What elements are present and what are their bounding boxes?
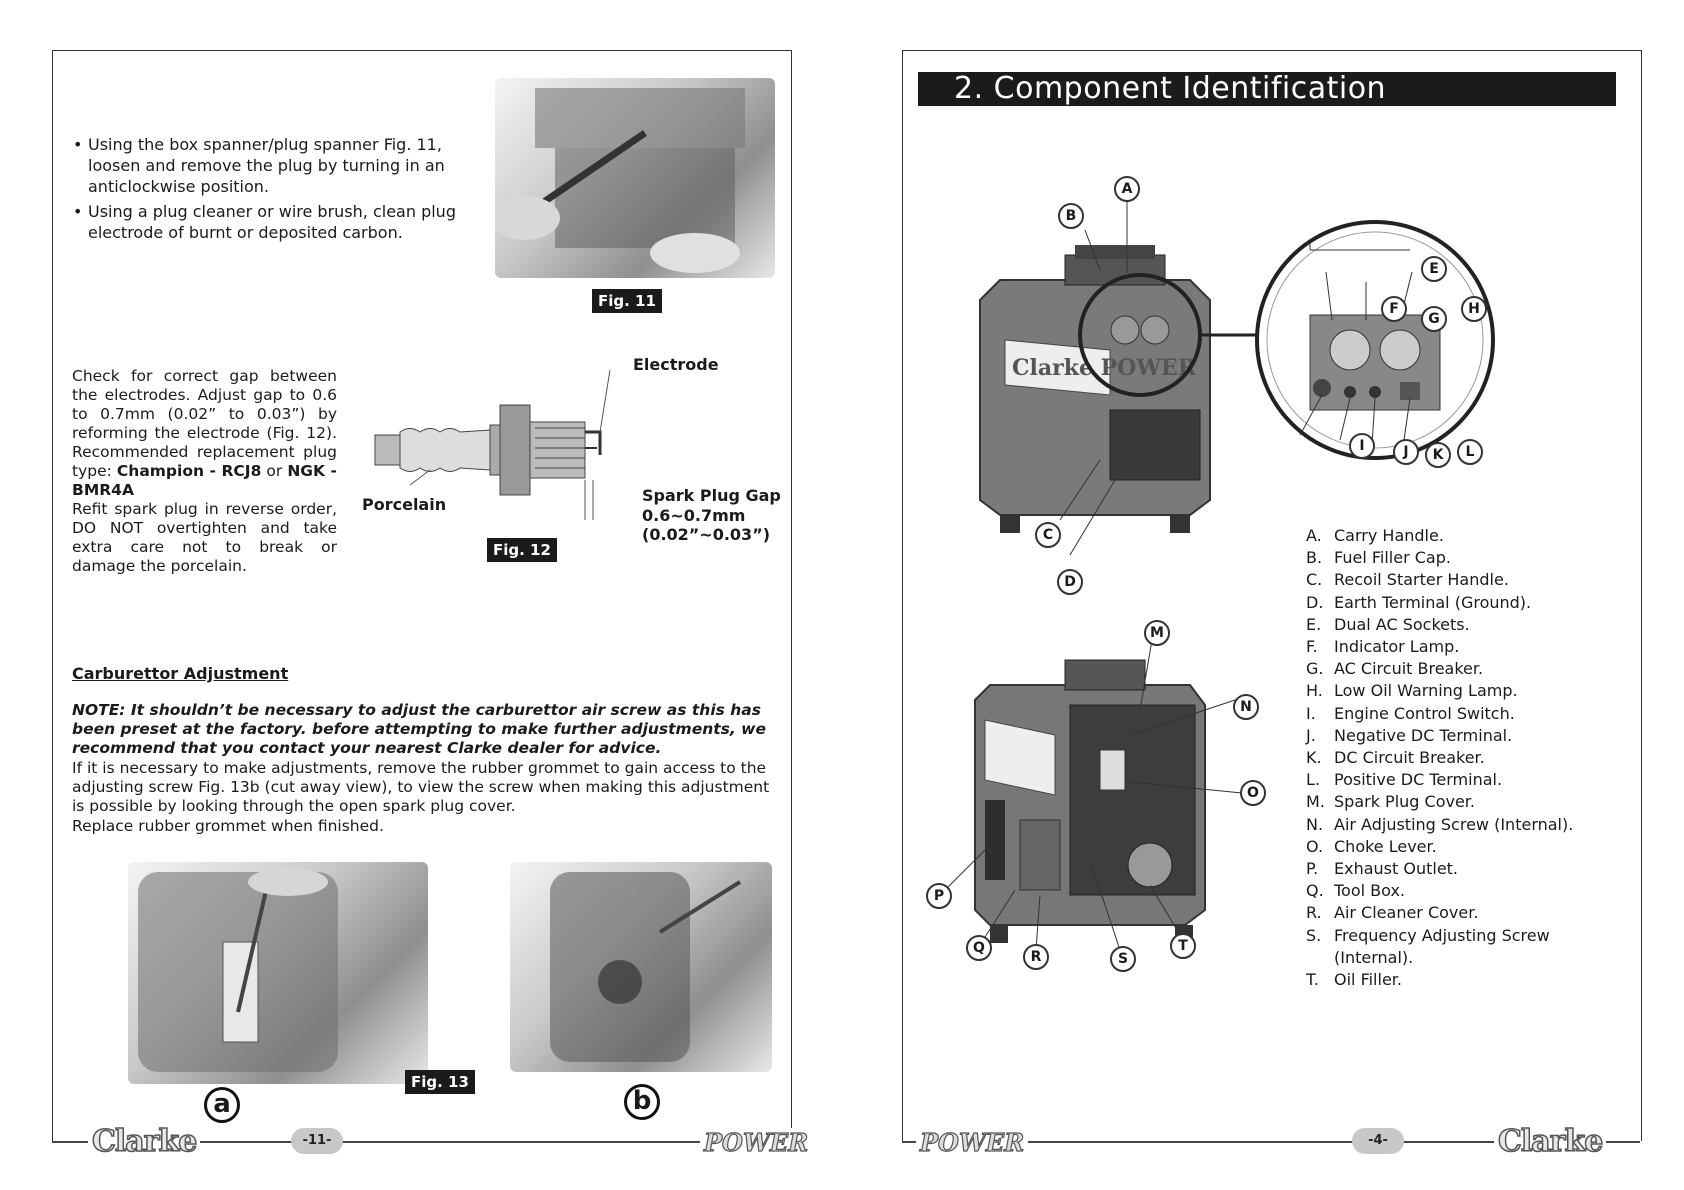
component-item: H. Low Oil Warning Lamp. xyxy=(1306,681,1518,701)
fig12-label: Fig. 12 xyxy=(487,538,557,562)
fig11-photo xyxy=(495,78,775,278)
section-title: 2. Component Identification xyxy=(918,72,1616,106)
callout-d: D xyxy=(1057,569,1083,595)
component-item: T. Oil Filler. xyxy=(1306,970,1402,990)
component-item: I. Engine Control Switch. xyxy=(1306,703,1515,723)
callout-a: A xyxy=(1114,176,1140,202)
callout-k: K xyxy=(1425,442,1451,468)
generator-rear-illustration xyxy=(930,620,1270,980)
fig13-label: Fig. 13 xyxy=(405,1070,475,1094)
component-item: L. Positive DC Terminal. xyxy=(1306,770,1503,790)
component-item: M. Spark Plug Cover. xyxy=(1306,792,1475,812)
electrode-label: Electrode xyxy=(633,355,719,374)
fig13-marker-a: a xyxy=(204,1087,240,1123)
callout-m: M xyxy=(1144,620,1170,646)
component-item: F. Indicator Lamp. xyxy=(1306,637,1460,657)
component-item: C. Recoil Starter Handle. xyxy=(1306,570,1509,590)
clarke-logo: Clarke xyxy=(1494,1124,1606,1159)
carburettor-replace: Replace rubber grommet when finished. xyxy=(72,817,384,835)
component-item: E. Dual AC Sockets. xyxy=(1306,614,1470,634)
component-item: B. Fuel Filler Cap. xyxy=(1306,548,1451,568)
fig13a-illustration xyxy=(128,862,428,1084)
plug-gap-instructions xyxy=(72,367,337,576)
callout-h: H xyxy=(1461,296,1487,322)
carburettor-instructions: If it is necessary to make adjustments, remove the rubber grommet to gain access to the adjusting screw Fig. 13b (cut away view), to view the screw when making this adjustment is possible by looking through the open spark plug cover. xyxy=(72,759,770,815)
component-item: O. Choke Lever. xyxy=(1306,836,1437,856)
callout-b: B xyxy=(1058,203,1084,229)
ngk-plug: NGK - BMR4A xyxy=(72,462,337,499)
fig13a-photo xyxy=(128,862,428,1084)
component-list xyxy=(1306,525,1606,991)
callout-c: C xyxy=(1035,522,1061,548)
bullet-dot: • xyxy=(73,135,83,154)
callout-q: Q xyxy=(966,935,992,961)
callout-f: F xyxy=(1381,296,1407,322)
gap-text-2: Refit spark plug in reverse order, DO NOT overtighten and take extra care not to break or damage the porcelain. xyxy=(72,500,337,575)
bullet-clean-plug xyxy=(73,201,488,243)
callout-j: J xyxy=(1393,439,1419,465)
component-item: S. Frequency Adjusting Screw (Internal). xyxy=(1306,925,1550,967)
component-item: Q. Tool Box. xyxy=(1306,881,1405,901)
gap-title: Spark Plug Gap xyxy=(642,486,781,505)
power-logo: POWER xyxy=(916,1128,1028,1157)
page-number: -4- xyxy=(1352,1128,1404,1154)
fig13b-photo xyxy=(510,862,772,1072)
page-number: -11- xyxy=(291,1128,343,1154)
callout-n: N xyxy=(1233,694,1259,720)
callout-e: E xyxy=(1421,256,1447,282)
callout-t: T xyxy=(1170,933,1196,959)
gap-text-1: Check for correct gap between the electrodes. Adjust gap to 0.6 to 0.7mm (0.02” to 0.03”) by reforming the electrode (Fig. 12). Recommended replacement plug type: xyxy=(72,367,337,480)
component-item: N. Air Adjusting Screw (Internal). xyxy=(1306,814,1574,834)
bullet-text: Using the box spanner/plug spanner Fig. 11, loosen and remove the plug by turning in an anticlockwise position. xyxy=(88,135,445,196)
gap-mm: 0.6~0.7mm xyxy=(642,505,746,525)
fig13-marker-b: b xyxy=(624,1084,660,1120)
component-item: J. Negative DC Terminal. xyxy=(1306,725,1513,745)
fig11-illustration xyxy=(495,78,775,278)
component-item: R. Air Cleaner Cover. xyxy=(1306,903,1479,923)
bullet-text: Using a plug cleaner or wire brush, clean plug electrode of burnt or deposited carbon. xyxy=(88,202,456,242)
clarke-logo: Clarke xyxy=(88,1124,200,1159)
component-item: A. Carry Handle. xyxy=(1306,526,1444,545)
callout-s: S xyxy=(1110,946,1136,972)
porcelain-label: Porcelain xyxy=(362,495,447,514)
callout-g: G xyxy=(1421,306,1447,332)
carburettor-note: NOTE: It shouldn’t be necessary to adjust the carburettor air screw as this has been preset at the factory. before attempting to make further adjustments, we recommend that you contact your nearest Clarke dealer for advice. xyxy=(72,701,766,757)
callout-i: I xyxy=(1349,433,1375,459)
component-item: D. Earth Terminal (Ground). xyxy=(1306,592,1532,612)
component-item: G. AC Circuit Breaker. xyxy=(1306,659,1484,679)
component-item: K. DC Circuit Breaker. xyxy=(1306,748,1485,768)
champion-plug: Champion - RCJ8 xyxy=(116,462,262,480)
fig11-label: Fig. 11 xyxy=(592,289,662,313)
carburettor-heading: Carburettor Adjustment xyxy=(72,664,289,683)
gap-in: (0.02”~0.03”) xyxy=(642,525,771,544)
bullet-remove-plug xyxy=(73,134,488,197)
callout-o: O xyxy=(1240,780,1266,806)
spark-plug-gap-label xyxy=(642,486,781,545)
callout-p: P xyxy=(926,883,952,909)
callout-l: L xyxy=(1457,439,1483,465)
component-item: P. Exhaust Outlet. xyxy=(1306,859,1459,879)
machine-brand-text: Clarke POWER xyxy=(1012,355,1197,381)
bullet-dot: • xyxy=(73,202,83,221)
power-logo: POWER xyxy=(700,1128,812,1157)
fig13b-illustration xyxy=(510,862,772,1072)
callout-r: R xyxy=(1023,944,1049,970)
gap-or: or xyxy=(261,462,288,480)
